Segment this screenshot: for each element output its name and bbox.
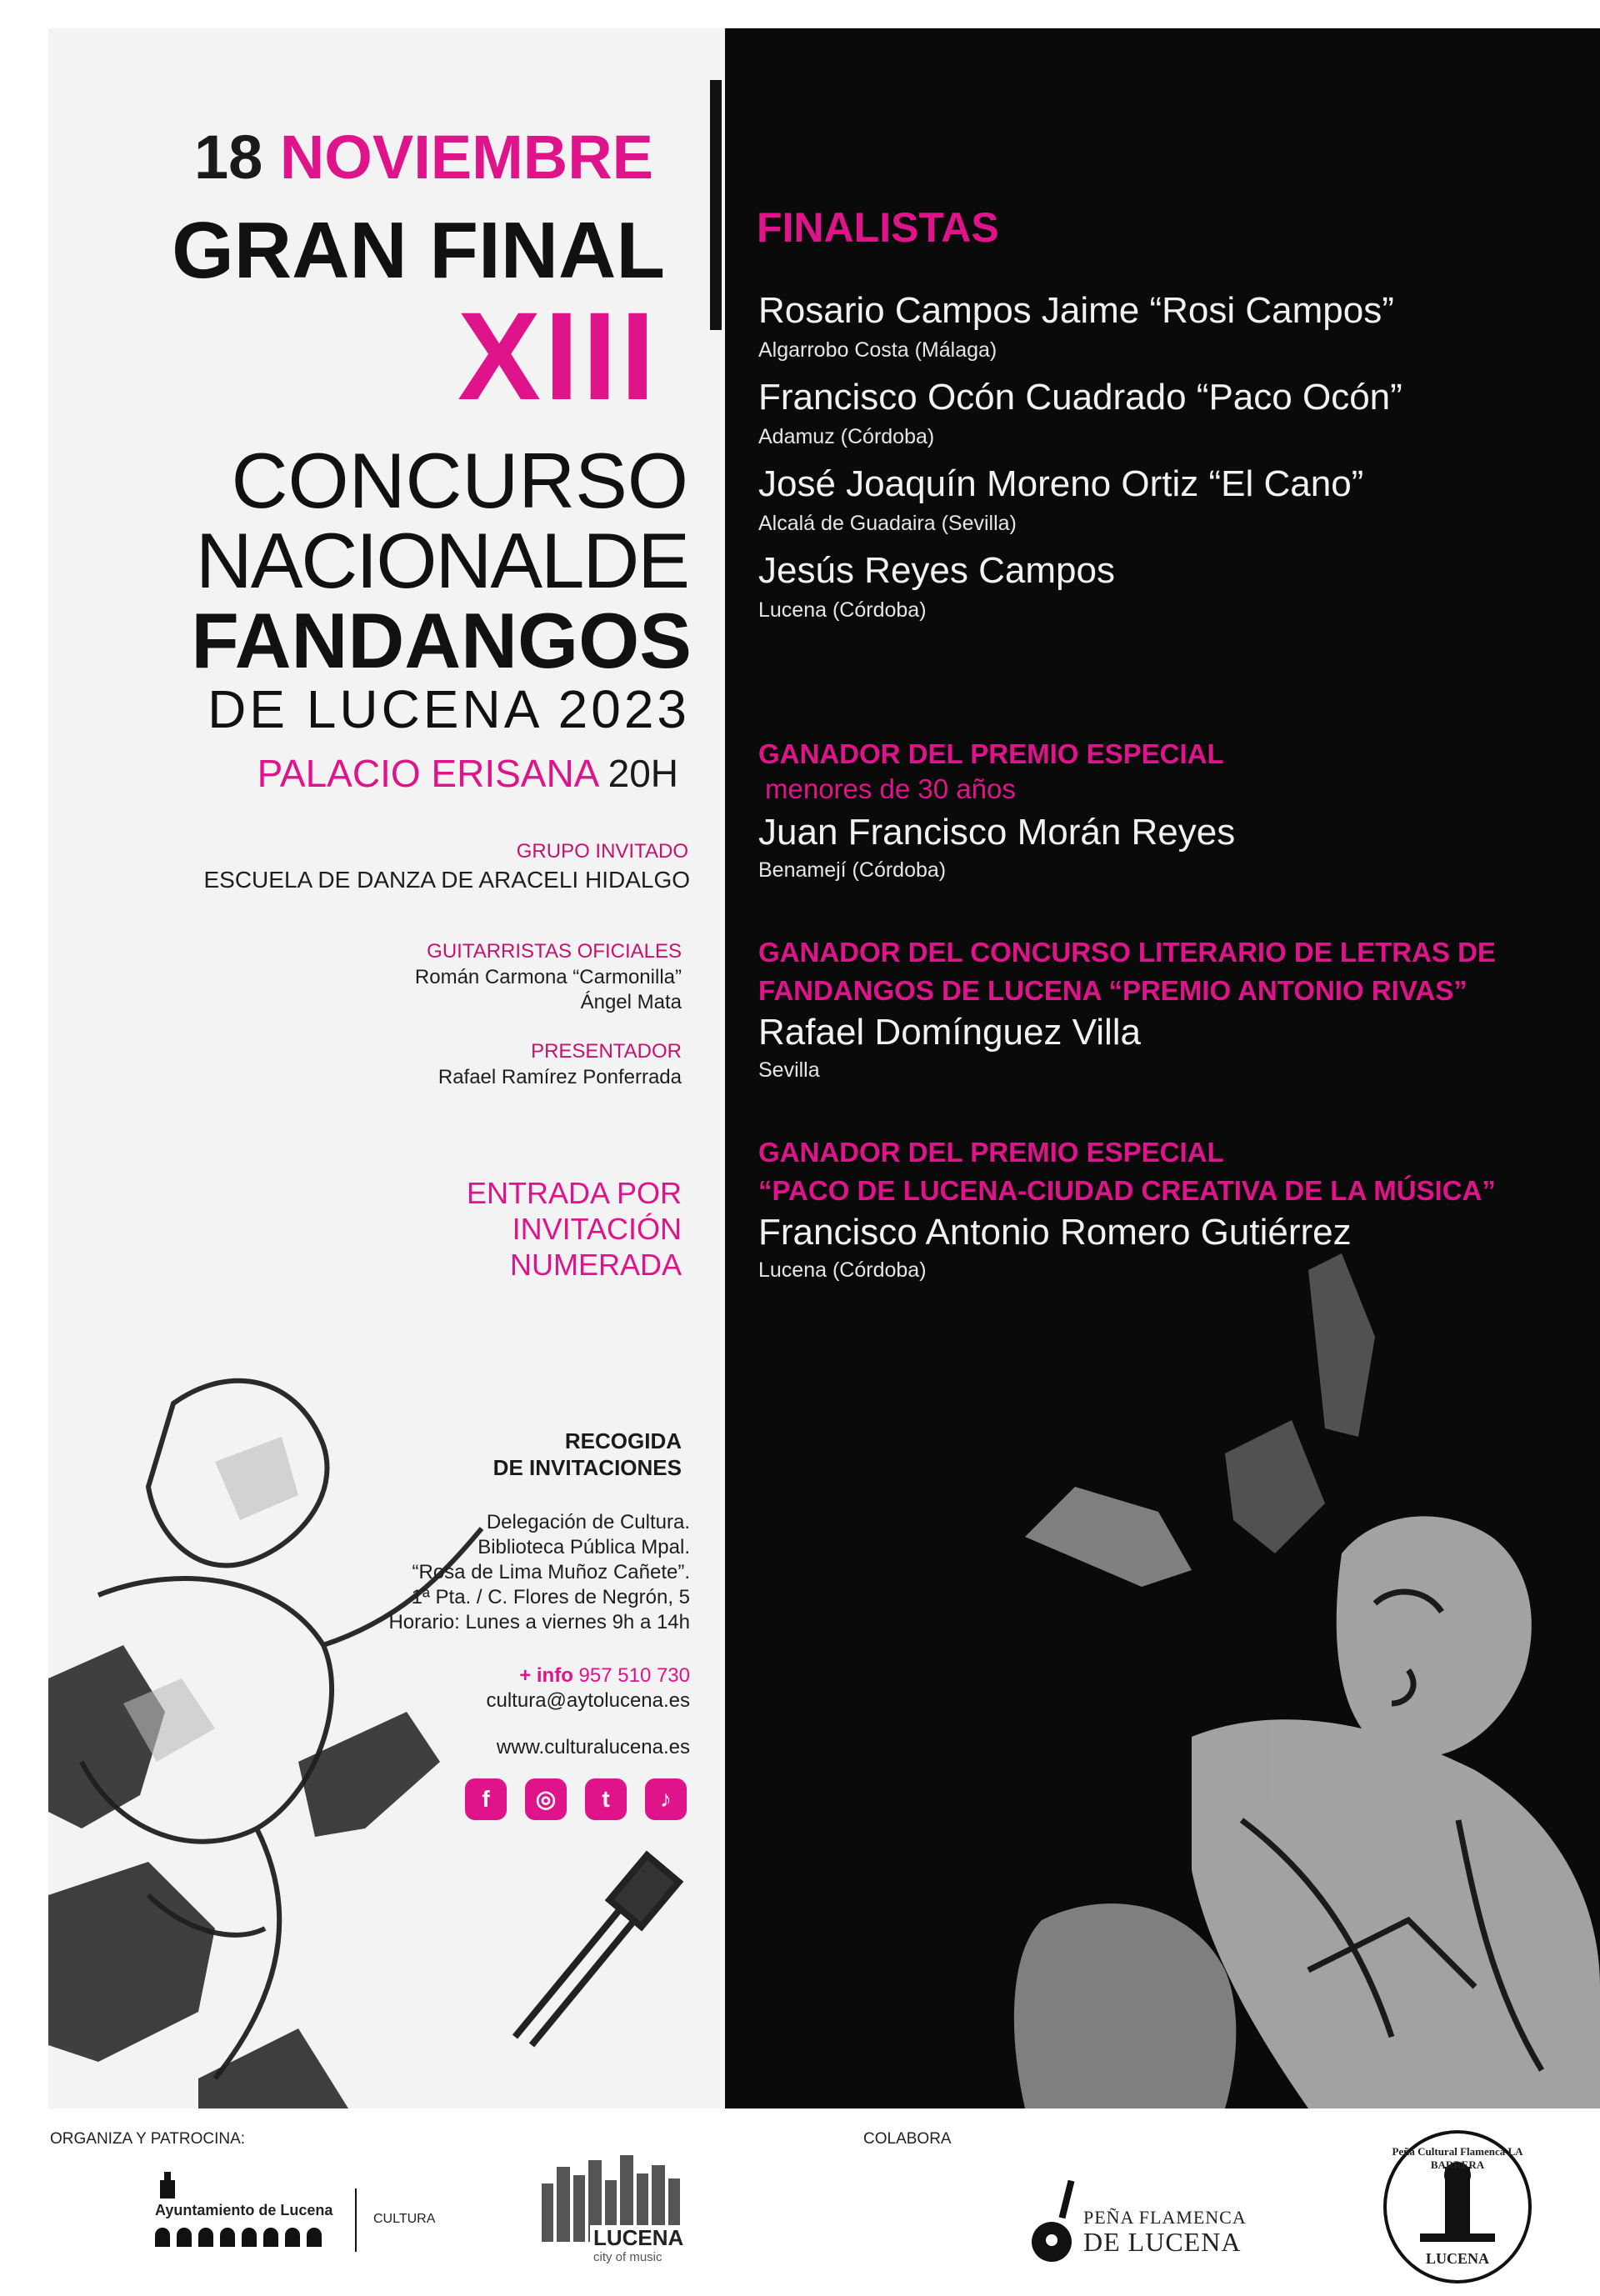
la-barrera-text: Peña Cultural Flamenca LA BARRERA [1392,2145,1523,2171]
phone-number[interactable]: 957 510 730 [578,1664,690,1687]
colabora-label: COLABORA [863,2130,952,2148]
winner-1-name: Juan Francisco Morán Reyes [758,812,1236,853]
event-date [194,122,653,193]
tiktok-icon[interactable]: ♪ [645,1778,687,1820]
ayuntamiento-emblem-icon [155,2172,180,2198]
winner-3-heading-2: “PACO DE LUCENA-CIUDAD CREATIVA DE LA MÚSICA” [758,1175,1496,1206]
pickup-line-2: DE INVITACIONES [492,1455,682,1480]
finalist-name-2: Francisco Ocón Cuadrado “Paco Ocón” [758,377,1402,418]
dancer-illustration [725,1237,1600,2108]
finalist-name-1: Rosario Campos Jaime “Rosi Campos” [758,290,1394,331]
title-nacional: NACIONAL [195,517,583,604]
winner-2-name: Rafael Domínguez Villa [758,1012,1141,1053]
entry-line-3: NUMERADA [509,1248,682,1282]
website-url[interactable]: www.culturalucena.es [496,1736,690,1758]
organiza-label: ORGANIZA Y PATROCINA: [50,2130,246,2148]
divider-bar [710,80,722,330]
title-line-1: CONCURSO [231,437,688,524]
winner-2-place: Sevilla [758,1058,820,1082]
ayuntamiento-arches-icon [155,2227,342,2247]
logo-divider [355,2188,357,2252]
finalist-name-4: Jesús Reyes Campos [758,550,1115,591]
info-phone-line [519,1663,690,1688]
lucena-logo-sub: city of music [593,2250,662,2264]
address-line-3: “Rosa de Lima Muñoz Cañete”. [412,1561,690,1583]
presenter-value: Rafael Ramírez Ponferrada [438,1066,682,1088]
address-line-1: Delegación de Cultura. [486,1511,690,1533]
title-line-3: FANDANGOS [191,597,692,684]
finalist-place-1: Algarrobo Costa (Málaga) [758,338,998,362]
guitar-label: GUITARRISTAS OFICIALES [427,940,682,963]
pena-text-2: DE LUCENA [1083,2227,1242,2257]
finalist-place-2: Adamuz (Córdoba) [758,425,935,448]
la-barrera-seal-icon [1383,2130,1532,2283]
address-line-2: Biblioteca Pública Mpal. [478,1536,690,1558]
instagram-icon[interactable]: ◎ [525,1778,567,1820]
finalist-place-4: Lucena (Córdoba) [758,598,927,622]
venue-time [258,750,678,797]
date-month: NOVIEMBRE [279,123,653,192]
winner-1-heading-1: GANADOR DEL PREMIO ESPECIAL [758,738,1224,769]
lucena-logo-text: LUCENA [590,2225,687,2251]
la-barrera-bottom: LUCENA [1425,2250,1489,2267]
winner-1-place: Benamejí (Córdoba) [758,858,947,882]
winner-3-place: Lucena (Córdoba) [758,1258,927,1282]
winner-2-heading-2: FANDANGOS DE LUCENA “PREMIO ANTONIO RIVAS” [758,975,1468,1006]
winner-2-heading-1: GANADOR DEL CONCURSO LITERARIO DE LETRAS DE [758,937,1496,968]
entry-line-2: INVITACIÓN [512,1212,682,1246]
footer [0,2108,1600,2296]
presenter-label: PRESENTADOR [531,1040,682,1063]
info-label: + info [519,1664,573,1687]
ayuntamiento-name: Ayuntamiento de Lucena [155,2202,333,2218]
grupo-value: ESCUELA DE DANZA DE ARACELI HIDALGO [203,867,690,893]
finalist-name-3: José Joaquín Moreno Ortiz “El Cano” [758,463,1364,504]
title-de: DE [582,517,688,604]
address-line-4: 1ª Pta. / C. Flores de Negrón, 5 [411,1586,690,1608]
finalist-place-3: Alcalá de Guadaira (Sevilla) [758,512,1017,535]
winner-3-name: Francisco Antonio Romero Gutiérrez [758,1212,1352,1253]
title-line-2 [195,517,688,604]
gran-final-heading: GRAN FINAL [172,206,665,295]
venue-name: PALACIO ERISANA [257,752,598,795]
left-panel [48,28,727,2108]
entry-line-1: ENTRADA POR [466,1176,682,1210]
address-line-5: Horario: Lunes a viernes 9h a 14h [388,1611,690,1633]
facebook-icon[interactable]: f [465,1778,507,1820]
date-number: 18 [193,123,263,192]
guitarist-1: Román Carmona “Carmonilla” [414,966,682,988]
twitter-icon[interactable]: t [585,1778,627,1820]
email-address[interactable]: cultura@aytolucena.es [486,1689,690,1712]
pena-text-1: PEÑA FLAMENCA [1083,2207,1247,2228]
title-line-4: DE LUCENA 2023 [208,679,690,739]
event-time: 20H [608,752,678,795]
finalists-heading: FINALISTAS [757,204,999,251]
pickup-line-1: RECOGIDA [564,1428,682,1453]
winner-3-heading-1: GANADOR DEL PREMIO ESPECIAL [758,1137,1224,1168]
grupo-label: GRUPO INVITADO [516,840,688,863]
cultura-label: CULTURA [373,2212,436,2226]
edition-number: XIII [457,286,658,426]
winner-1-heading-2: menores de 30 años [765,773,1016,804]
guitarist-2: Ángel Mata [580,991,682,1013]
right-panel [725,28,1600,2108]
guitar-icon [1030,2180,1078,2263]
